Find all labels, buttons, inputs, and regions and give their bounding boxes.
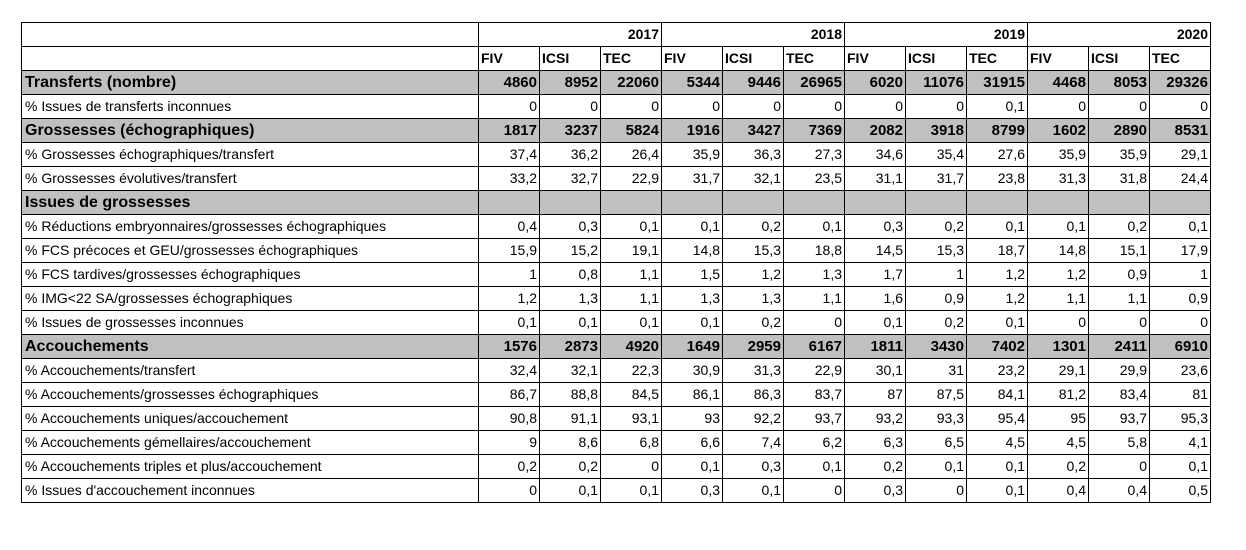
table-row <box>22 407 1211 431</box>
value-cell: 1649 <box>662 335 723 359</box>
method-header-fiv: FIV <box>662 47 723 71</box>
section-label: Transferts (nombre) <box>22 71 479 95</box>
value-cell: 1916 <box>662 119 723 143</box>
value-cell: 1,3 <box>784 263 845 287</box>
value-cell <box>967 191 1028 215</box>
value-cell: 35,9 <box>1028 143 1089 167</box>
table-row <box>22 95 1211 119</box>
section-label: Grossesses (échographiques) <box>22 119 479 143</box>
value-cell: 0 <box>1089 311 1150 335</box>
year-header-2018: 2018 <box>784 23 845 47</box>
value-cell: 95,3 <box>1150 407 1211 431</box>
value-cell: 35,9 <box>1089 143 1150 167</box>
value-cell <box>845 191 906 215</box>
value-cell: 22,9 <box>784 359 845 383</box>
value-cell: 95,4 <box>967 407 1028 431</box>
method-header-tec: TEC <box>1150 47 1211 71</box>
value-cell: 31915 <box>967 71 1028 95</box>
value-cell: 83,7 <box>784 383 845 407</box>
value-cell: 1,3 <box>662 287 723 311</box>
value-cell: 0,1 <box>967 95 1028 119</box>
value-cell: 0,4 <box>479 215 540 239</box>
value-cell: 1,2 <box>723 263 784 287</box>
value-cell: 83,4 <box>1089 383 1150 407</box>
value-cell: 4,5 <box>967 431 1028 455</box>
method-header-blank <box>22 47 479 71</box>
value-cell: 11076 <box>906 71 967 95</box>
value-cell: 0 <box>784 479 845 503</box>
value-cell: 8053 <box>1089 71 1150 95</box>
value-cell: 0,1 <box>540 311 601 335</box>
value-cell: 30,1 <box>845 359 906 383</box>
value-cell: 14,5 <box>845 239 906 263</box>
value-cell: 2411 <box>1089 335 1150 359</box>
ivf-results-table <box>21 22 1211 503</box>
value-cell <box>1028 191 1089 215</box>
value-cell: 0,1 <box>1028 215 1089 239</box>
year-header-gap <box>906 23 967 47</box>
section-row <box>22 119 1211 143</box>
value-cell <box>540 191 601 215</box>
value-cell: 0,1 <box>601 311 662 335</box>
value-cell: 8952 <box>540 71 601 95</box>
value-cell: 29,9 <box>1089 359 1150 383</box>
value-cell: 14,8 <box>662 239 723 263</box>
value-cell: 31 <box>906 359 967 383</box>
table-row <box>22 143 1211 167</box>
value-cell: 0,1 <box>1150 455 1211 479</box>
value-cell: 15,3 <box>723 239 784 263</box>
table-row <box>22 311 1211 335</box>
value-cell: 0,1 <box>967 455 1028 479</box>
value-cell: 0 <box>479 95 540 119</box>
value-cell: 0 <box>1150 95 1211 119</box>
value-cell: 86,7 <box>479 383 540 407</box>
row-label: % Réductions embryonnaires/grossesses échographiques <box>22 215 479 239</box>
value-cell: 3237 <box>540 119 601 143</box>
method-header-row <box>22 47 1211 71</box>
value-cell: 1,2 <box>967 263 1028 287</box>
value-cell: 1,7 <box>845 263 906 287</box>
value-cell: 15,1 <box>1089 239 1150 263</box>
value-cell: 14,8 <box>1028 239 1089 263</box>
value-cell: 32,4 <box>479 359 540 383</box>
value-cell: 31,7 <box>662 167 723 191</box>
value-cell: 2873 <box>540 335 601 359</box>
value-cell: 0,1 <box>662 455 723 479</box>
value-cell: 0,1 <box>479 311 540 335</box>
year-header-gap <box>479 23 540 47</box>
value-cell <box>479 191 540 215</box>
method-header-tec: TEC <box>784 47 845 71</box>
table-row <box>22 167 1211 191</box>
value-cell: 27,3 <box>784 143 845 167</box>
value-cell: 8799 <box>967 119 1028 143</box>
value-cell: 1,1 <box>601 287 662 311</box>
value-cell: 86,1 <box>662 383 723 407</box>
year-header-2019: 2019 <box>967 23 1028 47</box>
value-cell: 35,9 <box>662 143 723 167</box>
value-cell: 4920 <box>601 335 662 359</box>
value-cell: 24,4 <box>1150 167 1211 191</box>
value-cell: 0 <box>906 479 967 503</box>
year-header-gap <box>540 23 601 47</box>
value-cell: 18,7 <box>967 239 1028 263</box>
value-cell: 31,8 <box>1089 167 1150 191</box>
row-label: % Grossesses échographiques/transfert <box>22 143 479 167</box>
row-label: % Issues de grossesses inconnues <box>22 311 479 335</box>
value-cell: 29,1 <box>1150 143 1211 167</box>
value-cell: 0 <box>906 95 967 119</box>
year-header-gap <box>723 23 784 47</box>
value-cell: 90,8 <box>479 407 540 431</box>
value-cell: 4468 <box>1028 71 1089 95</box>
value-cell: 6,2 <box>784 431 845 455</box>
value-cell: 34,6 <box>845 143 906 167</box>
value-cell: 0,1 <box>601 215 662 239</box>
value-cell: 0,3 <box>845 479 906 503</box>
value-cell: 0,2 <box>479 455 540 479</box>
value-cell: 7369 <box>784 119 845 143</box>
value-cell <box>601 191 662 215</box>
value-cell: 0 <box>1028 311 1089 335</box>
value-cell: 18,8 <box>784 239 845 263</box>
value-cell: 95 <box>1028 407 1089 431</box>
value-cell: 0,1 <box>540 479 601 503</box>
year-header-gap <box>1028 23 1089 47</box>
value-cell: 0,3 <box>845 215 906 239</box>
value-cell: 31,1 <box>845 167 906 191</box>
value-cell: 0,1 <box>967 479 1028 503</box>
value-cell: 0,3 <box>540 215 601 239</box>
value-cell: 0 <box>784 95 845 119</box>
value-cell: 23,2 <box>967 359 1028 383</box>
section-label: Issues de grossesses <box>22 191 479 215</box>
value-cell: 15,9 <box>479 239 540 263</box>
value-cell: 8531 <box>1150 119 1211 143</box>
table-row <box>22 263 1211 287</box>
value-cell: 37,4 <box>479 143 540 167</box>
value-cell <box>662 191 723 215</box>
value-cell: 0,1 <box>1150 215 1211 239</box>
value-cell: 5344 <box>662 71 723 95</box>
value-cell: 1,2 <box>1028 263 1089 287</box>
row-label: % FCS tardives/grossesses échographiques <box>22 263 479 287</box>
value-cell: 17,9 <box>1150 239 1211 263</box>
value-cell: 93,7 <box>1089 407 1150 431</box>
value-cell: 1817 <box>479 119 540 143</box>
year-header-gap <box>1089 23 1150 47</box>
value-cell: 1,6 <box>845 287 906 311</box>
value-cell: 19,1 <box>601 239 662 263</box>
value-cell: 0 <box>540 95 601 119</box>
method-header-icsi: ICSI <box>1089 47 1150 71</box>
value-cell: 0,1 <box>784 455 845 479</box>
table-row <box>22 383 1211 407</box>
value-cell: 2959 <box>723 335 784 359</box>
value-cell: 3430 <box>906 335 967 359</box>
value-cell: 0 <box>784 311 845 335</box>
method-header-fiv: FIV <box>845 47 906 71</box>
value-cell: 0,1 <box>845 311 906 335</box>
method-header-fiv: FIV <box>479 47 540 71</box>
year-header-row <box>22 23 1211 47</box>
value-cell: 1,3 <box>540 287 601 311</box>
method-header-tec: TEC <box>601 47 662 71</box>
value-cell: 5824 <box>601 119 662 143</box>
value-cell: 87 <box>845 383 906 407</box>
value-cell: 0,2 <box>723 215 784 239</box>
row-label: % Issues d'accouchement inconnues <box>22 479 479 503</box>
value-cell: 4,5 <box>1028 431 1089 455</box>
value-cell: 93,1 <box>601 407 662 431</box>
value-cell: 29326 <box>1150 71 1211 95</box>
value-cell <box>1089 191 1150 215</box>
value-cell: 0,9 <box>1150 287 1211 311</box>
value-cell: 36,3 <box>723 143 784 167</box>
value-cell <box>723 191 784 215</box>
value-cell: 0,2 <box>540 455 601 479</box>
value-cell: 31,3 <box>723 359 784 383</box>
value-cell: 1 <box>906 263 967 287</box>
value-cell: 0,4 <box>1028 479 1089 503</box>
value-cell: 1,5 <box>662 263 723 287</box>
table-row <box>22 287 1211 311</box>
value-cell: 7402 <box>967 335 1028 359</box>
value-cell: 0 <box>1089 95 1150 119</box>
value-cell: 0,1 <box>723 479 784 503</box>
value-cell: 0,1 <box>662 215 723 239</box>
value-cell: 15,3 <box>906 239 967 263</box>
value-cell: 1576 <box>479 335 540 359</box>
value-cell: 29,1 <box>1028 359 1089 383</box>
value-cell: 0,2 <box>906 215 967 239</box>
section-row <box>22 71 1211 95</box>
value-cell: 32,1 <box>540 359 601 383</box>
table-row <box>22 359 1211 383</box>
value-cell: 0,1 <box>906 455 967 479</box>
value-cell: 0,1 <box>967 311 1028 335</box>
value-cell: 1,2 <box>967 287 1028 311</box>
value-cell: 23,5 <box>784 167 845 191</box>
value-cell: 84,1 <box>967 383 1028 407</box>
value-cell: 0 <box>845 95 906 119</box>
value-cell <box>1150 191 1211 215</box>
value-cell: 0 <box>601 455 662 479</box>
value-cell: 4860 <box>479 71 540 95</box>
value-cell: 93,7 <box>784 407 845 431</box>
value-cell: 93,2 <box>845 407 906 431</box>
year-header-gap <box>845 23 906 47</box>
value-cell: 0,9 <box>1089 263 1150 287</box>
row-label: % Accouchements uniques/accouchement <box>22 407 479 431</box>
value-cell: 26965 <box>784 71 845 95</box>
value-cell: 32,7 <box>540 167 601 191</box>
year-header-gap <box>662 23 723 47</box>
value-cell: 4,1 <box>1150 431 1211 455</box>
value-cell: 5,8 <box>1089 431 1150 455</box>
value-cell: 0,1 <box>601 479 662 503</box>
table-row <box>22 479 1211 503</box>
value-cell: 0,4 <box>1089 479 1150 503</box>
method-header-icsi: ICSI <box>540 47 601 71</box>
value-cell: 1,1 <box>1028 287 1089 311</box>
value-cell: 0,2 <box>1089 215 1150 239</box>
value-cell: 1 <box>1150 263 1211 287</box>
value-cell: 6910 <box>1150 335 1211 359</box>
value-cell: 0,2 <box>906 311 967 335</box>
value-cell: 91,1 <box>540 407 601 431</box>
value-cell: 0,9 <box>906 287 967 311</box>
value-cell: 0 <box>1028 95 1089 119</box>
value-cell: 9446 <box>723 71 784 95</box>
value-cell: 1602 <box>1028 119 1089 143</box>
value-cell <box>906 191 967 215</box>
value-cell: 88,8 <box>540 383 601 407</box>
table-row <box>22 431 1211 455</box>
value-cell: 6167 <box>784 335 845 359</box>
year-header-2020: 2020 <box>1150 23 1211 47</box>
value-cell: 9 <box>479 431 540 455</box>
method-header-tec: TEC <box>967 47 1028 71</box>
value-cell: 0 <box>1089 455 1150 479</box>
row-label: % Issues de transferts inconnues <box>22 95 479 119</box>
value-cell: 0 <box>601 95 662 119</box>
value-cell: 1301 <box>1028 335 1089 359</box>
value-cell: 87,5 <box>906 383 967 407</box>
value-cell: 0,1 <box>662 311 723 335</box>
value-cell: 30,9 <box>662 359 723 383</box>
method-header-fiv: FIV <box>1028 47 1089 71</box>
value-cell: 6020 <box>845 71 906 95</box>
value-cell: 1,1 <box>784 287 845 311</box>
value-cell: 1,3 <box>723 287 784 311</box>
section-label: Accouchements <box>22 335 479 359</box>
value-cell: 33,2 <box>479 167 540 191</box>
value-cell: 22,3 <box>601 359 662 383</box>
value-cell: 1 <box>479 263 540 287</box>
section-row <box>22 191 1211 215</box>
value-cell: 32,1 <box>723 167 784 191</box>
row-label: % FCS précoces et GEU/grossesses échographiques <box>22 239 479 263</box>
value-cell: 2082 <box>845 119 906 143</box>
value-cell: 3918 <box>906 119 967 143</box>
value-cell: 1811 <box>845 335 906 359</box>
value-cell: 92,2 <box>723 407 784 431</box>
year-header-2017: 2017 <box>601 23 662 47</box>
value-cell: 84,5 <box>601 383 662 407</box>
value-cell: 27,6 <box>967 143 1028 167</box>
value-cell: 15,2 <box>540 239 601 263</box>
value-cell: 22060 <box>601 71 662 95</box>
value-cell: 0 <box>479 479 540 503</box>
value-cell: 0,8 <box>540 263 601 287</box>
table-row <box>22 239 1211 263</box>
value-cell: 31,3 <box>1028 167 1089 191</box>
value-cell: 0,3 <box>723 455 784 479</box>
value-cell: 6,8 <box>601 431 662 455</box>
value-cell: 36,2 <box>540 143 601 167</box>
value-cell: 0 <box>662 95 723 119</box>
value-cell: 0 <box>723 95 784 119</box>
value-cell: 0 <box>1150 311 1211 335</box>
value-cell: 81,2 <box>1028 383 1089 407</box>
value-cell: 93,3 <box>906 407 967 431</box>
value-cell: 31,7 <box>906 167 967 191</box>
value-cell: 81 <box>1150 383 1211 407</box>
value-cell: 35,4 <box>906 143 967 167</box>
value-cell: 22,9 <box>601 167 662 191</box>
value-cell: 23,6 <box>1150 359 1211 383</box>
row-label: % Grossesses évolutives/transfert <box>22 167 479 191</box>
value-cell: 8,6 <box>540 431 601 455</box>
value-cell: 1,2 <box>479 287 540 311</box>
value-cell: 6,6 <box>662 431 723 455</box>
table-row <box>22 215 1211 239</box>
value-cell: 0,2 <box>1028 455 1089 479</box>
row-label: % IMG<22 SA/grossesses échographiques <box>22 287 479 311</box>
value-cell <box>784 191 845 215</box>
value-cell: 93 <box>662 407 723 431</box>
section-row <box>22 335 1211 359</box>
value-cell: 0,2 <box>723 311 784 335</box>
method-header-icsi: ICSI <box>723 47 784 71</box>
value-cell: 1,1 <box>1089 287 1150 311</box>
value-cell: 2890 <box>1089 119 1150 143</box>
year-header-blank <box>22 23 479 47</box>
value-cell: 1,1 <box>601 263 662 287</box>
row-label: % Accouchements gémellaires/accouchement <box>22 431 479 455</box>
value-cell: 0,1 <box>784 215 845 239</box>
row-label: % Accouchements/transfert <box>22 359 479 383</box>
value-cell: 23,8 <box>967 167 1028 191</box>
row-label: % Accouchements triples et plus/accouchement <box>22 455 479 479</box>
value-cell: 0,2 <box>845 455 906 479</box>
row-label: % Accouchements/grossesses échographiques <box>22 383 479 407</box>
value-cell: 3427 <box>723 119 784 143</box>
value-cell: 26,4 <box>601 143 662 167</box>
value-cell: 0,1 <box>967 215 1028 239</box>
value-cell: 0,5 <box>1150 479 1211 503</box>
value-cell: 6,5 <box>906 431 967 455</box>
value-cell: 6,3 <box>845 431 906 455</box>
value-cell: 86,3 <box>723 383 784 407</box>
method-header-icsi: ICSI <box>906 47 967 71</box>
value-cell: 7,4 <box>723 431 784 455</box>
value-cell: 0,3 <box>662 479 723 503</box>
table-row <box>22 455 1211 479</box>
